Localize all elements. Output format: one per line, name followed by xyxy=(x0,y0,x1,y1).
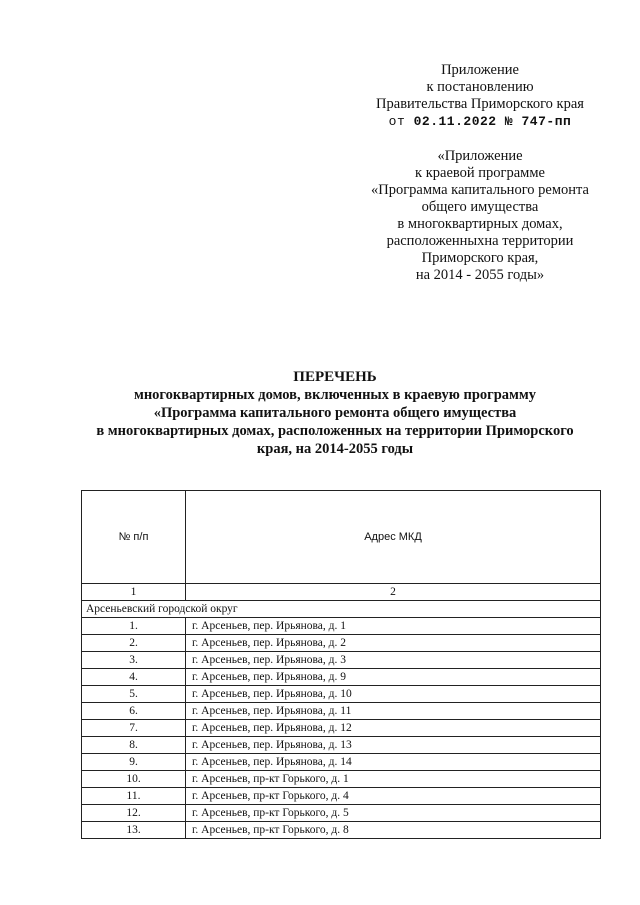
program-appendix-line: расположенныхна территории xyxy=(386,233,574,249)
appendix-line: Правительства Приморского края xyxy=(376,96,584,112)
row-number: 4. xyxy=(82,669,186,686)
column-number-row xyxy=(82,584,601,601)
title-line: в многоквартирных домах, расположенных на территории Приморского xyxy=(96,423,574,439)
table-header-row xyxy=(82,491,601,584)
table-row xyxy=(82,686,601,703)
table-row xyxy=(82,618,601,635)
table-row xyxy=(82,720,601,737)
table-row xyxy=(82,771,601,788)
row-address: г. Арсеньев, пер. Ирьянова, д. 10 xyxy=(186,686,601,703)
row-address: г. Арсеньев, пер. Ирьянова, д. 1 xyxy=(186,618,601,635)
table-row xyxy=(82,635,601,652)
column-header-address: Адрес МКД xyxy=(186,491,601,584)
table-row xyxy=(82,788,601,805)
table-row xyxy=(82,822,601,839)
row-address: г. Арсеньев, пр-кт Горького, д. 5 xyxy=(186,805,601,822)
title-heading: ПЕРЕЧЕНЬ xyxy=(293,369,377,385)
row-address: г. Арсеньев, пр-кт Горького, д. 8 xyxy=(186,822,601,839)
row-number: 12. xyxy=(82,805,186,822)
table-row xyxy=(82,652,601,669)
row-address: г. Арсеньев, пер. Ирьянова, д. 11 xyxy=(186,703,601,720)
program-appendix-line: общего имущества xyxy=(421,199,539,215)
table-row xyxy=(82,754,601,771)
row-number: 3. xyxy=(82,652,186,669)
group-label: Арсеньевский городской округ xyxy=(82,601,601,618)
decree-number: 02.11.2022 № 747-пп xyxy=(413,114,572,129)
title-line: «Программа капитального ремонта общего имущества xyxy=(153,405,517,421)
row-number: 7. xyxy=(82,720,186,737)
title-line: многоквартирных домов, включенных в краевую программу xyxy=(133,387,537,403)
appendix-line: к постановлению xyxy=(426,79,534,95)
appendix-header xyxy=(355,62,605,130)
program-appendix-block xyxy=(355,148,605,284)
table-row xyxy=(82,805,601,822)
group-row xyxy=(82,601,601,618)
row-address: г. Арсеньев, пр-кт Горького, д. 4 xyxy=(186,788,601,805)
program-appendix-line: «Программа капитального ремонта xyxy=(371,182,589,198)
row-address: г. Арсеньев, пер. Ирьянова, д. 9 xyxy=(186,669,601,686)
row-address: г. Арсеньев, пер. Ирьянова, д. 12 xyxy=(186,720,601,737)
row-number: 5. xyxy=(82,686,186,703)
row-number: 1. xyxy=(82,618,186,635)
table-row xyxy=(82,669,601,686)
program-appendix-line: Приморского края, xyxy=(421,250,539,266)
row-number: 6. xyxy=(82,703,186,720)
column-header-number: № п/п xyxy=(82,491,186,584)
row-address: г. Арсеньев, пр-кт Горького, д. 1 xyxy=(186,771,601,788)
row-address: г. Арсеньев, пер. Ирьянова, д. 3 xyxy=(186,652,601,669)
row-number: 11. xyxy=(82,788,186,805)
row-number: 8. xyxy=(82,737,186,754)
program-appendix-line: в многоквартирных домах, xyxy=(397,216,563,232)
column-number: 2 xyxy=(186,584,601,601)
table-row xyxy=(82,703,601,720)
program-appendix-line: к краевой программе xyxy=(415,165,545,181)
column-number: 1 xyxy=(82,584,186,601)
appendix-line: Приложение xyxy=(441,62,519,78)
document-title xyxy=(40,368,630,458)
decree-prefix: от xyxy=(388,114,406,129)
row-address: г. Арсеньев, пер. Ирьянова, д. 13 xyxy=(186,737,601,754)
decree-reference xyxy=(355,113,605,130)
table-row xyxy=(82,737,601,754)
program-appendix-line: на 2014 - 2055 годы» xyxy=(415,267,545,283)
row-address: г. Арсеньев, пер. Ирьянова, д. 2 xyxy=(186,635,601,652)
mkd-list-table xyxy=(81,490,601,839)
row-number: 10. xyxy=(82,771,186,788)
program-appendix-line: «Приложение xyxy=(437,148,523,164)
row-number: 13. xyxy=(82,822,186,839)
row-number: 9. xyxy=(82,754,186,771)
title-line: края, на 2014-2055 годы xyxy=(256,441,414,457)
row-number: 2. xyxy=(82,635,186,652)
row-address: г. Арсеньев, пер. Ирьянова, д. 14 xyxy=(186,754,601,771)
